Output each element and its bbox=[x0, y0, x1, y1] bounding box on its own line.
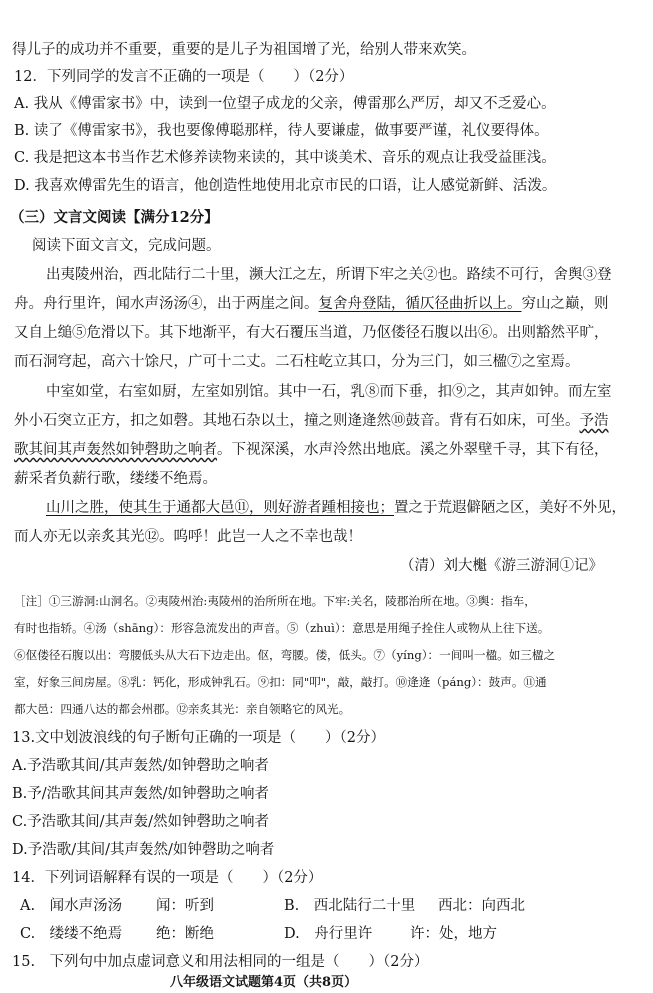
q14-option-a-word: A. 闻水声汤汤 bbox=[20, 898, 123, 914]
passage-text: 置之于荒遐僻陋之区，美好不外见， bbox=[394, 500, 626, 516]
passage-line: 而石洞穹起，高六十馀尺，广可十二丈。二石柱屹立其口，分为三门，如三楹⑦之室焉。 bbox=[14, 354, 580, 370]
q14-option-d-gloss: 许：处，地方 bbox=[410, 926, 497, 942]
q13-stem: 13.文中划波浪线的句子断句正确的一项是（ ）（2分） bbox=[12, 730, 386, 746]
note-line: 都大邑：四通八达的都会州郡。⑫亲炙其光：亲自领略它的风光。 bbox=[14, 702, 351, 716]
passage-line: 出夷陵州治，西北陆行二十里，濒大江之左，所谓下牢之关②也。路续不可行，舍舆③登 bbox=[46, 267, 612, 283]
intro-line: 得儿子的成功并不重要，重要的是儿子为祖国增了光，给别人带来欢笑。 bbox=[12, 42, 476, 58]
q13-option-a: A.予浩歌其间/其声轰然/如钟磬助之响者 bbox=[12, 758, 269, 774]
page-footer: 八年级语文试题第4页（共8页） bbox=[170, 975, 358, 990]
q13-option-d: D.予浩歌/其间/其声轰然/如钟磬助之响者 bbox=[12, 842, 275, 858]
passage-text: 。下视深溪，水声泠然出地底。溪之外翠壁千寻，其下有径， bbox=[217, 442, 609, 458]
q14-option-c-gloss: 绝：断绝 bbox=[156, 926, 214, 942]
q13-option-b: B.予/浩歌其间其声轰然/如钟磬助之响者 bbox=[12, 786, 270, 802]
q15-stem: 15. 下列句中加点虚词意义和用法相同的一组是（ ）（2分） bbox=[12, 954, 429, 970]
section-instruction: 阅读下面文言文，完成问题。 bbox=[32, 238, 221, 254]
q12-option-c: C. 我是把这本书当作艺术修养读物来读的，其中谈美术、音乐的观点让我受益匪浅。 bbox=[14, 150, 556, 166]
underlined-sentence: 复舍舟登陆，循仄径曲折以上。 bbox=[318, 296, 522, 312]
passage-line bbox=[46, 498, 626, 518]
q12-option-a: A. 我从《傅雷家书》中，读到一位望子成龙的父亲，傅雷那么严厉，却又不乏爱心。 bbox=[14, 96, 556, 112]
section-title: （三）文言文阅读【满分12分】 bbox=[10, 209, 219, 226]
passage-line bbox=[14, 411, 609, 431]
q14-option-d-word: D. 舟行里许 bbox=[284, 926, 373, 942]
q14-option-b-word: B. 西北陆行二十里 bbox=[284, 898, 416, 914]
q12-stem: 12．下列同学的发言不正确的一项是（ ）（2分） bbox=[14, 69, 354, 85]
q14-option-b-gloss: 西北：向西北 bbox=[438, 898, 525, 914]
passage-text: 舟。舟行里许，闻水声汤汤④，出于两崖之间。 bbox=[14, 296, 319, 312]
passage-line: 而人亦无以亲炙其光⑫。呜呼！此岂一人之不幸也哉！ bbox=[14, 529, 362, 545]
q13-option-c: C.予浩歌其间/其声轰/然如钟磬助之响者 bbox=[12, 814, 269, 830]
passage-text: 外小石突立正方，扣之如磬。其地石杂以土，撞之则逄逄然⑩鼓音。背有石如床，可坐。 bbox=[14, 413, 580, 429]
passage-line: 中室如堂，右室如厨，左室如别馆。其中一石，乳⑧而下垂，扣⑨之，其声如钟。而左室 bbox=[46, 384, 612, 400]
passage-line bbox=[14, 294, 609, 314]
note-line: 有时也指轿。④汤（shāng）：形容急流发出的声音。⑤（zhuì）：意思是用绳子拴住人或物从上往下送。 bbox=[14, 621, 550, 635]
underlined-sentence: 山川之胜，使其生于通都大邑⑪，则好游者踵相接也； bbox=[46, 500, 394, 516]
passage-text: 穷山之巅，则 bbox=[521, 296, 609, 312]
note-line: 室，好象三间房屋。⑧乳：钙化，形成钟乳石。⑨扣：同"叩"，敲，敲打。⑩逄逄（páng）：鼓声。⑪通 bbox=[14, 675, 547, 689]
q14-option-c-word: C. 缕缕不绝焉 bbox=[20, 926, 123, 942]
q12-option-d: D. 我喜欢傅雷先生的语言，他创造性地使用北京市民的口语，让人感觉新鲜、活泼。 bbox=[14, 178, 557, 194]
passage-line: 薪采者负薪行歌，缕缕不绝焉。 bbox=[14, 471, 217, 487]
note-line: ⑥伛偻径石腹以出：弯腰低头从大石下边走出。伛，弯腰。偻，低头。⑦（yíng）：一间叫一楹。如三楹之 bbox=[14, 648, 556, 662]
note-line: ［注］①三游洞:山洞名。②夷陵州治:夷陵州的治所所在地。下牢:关名，陵郡治所在地。③舆：指车， bbox=[14, 594, 536, 608]
wavy-sentence: 予浩 bbox=[579, 413, 609, 429]
q14-stem: 14．下列词语解释有误的一项是（ ）（2分） bbox=[12, 870, 323, 886]
wavy-sentence: 歌其间其声轰然如钟磬助之响者 bbox=[14, 442, 217, 458]
q12-option-b: B. 读了《傅雷家书》，我也要像傅聪那样，待人要谦虚，做事要严谨，礼仪要得体。 bbox=[14, 123, 549, 139]
passage-line bbox=[14, 440, 609, 460]
passage-line: 又自上缒⑤危滑以下。其下地渐平，有大石覆压当道，乃伛偻径石腹以出⑥。出则豁然平旷， bbox=[14, 325, 609, 341]
passage-source: （清）刘大櫆《游三游洞①记》 bbox=[400, 558, 603, 574]
q14-option-a-gloss: 闻：听到 bbox=[156, 898, 214, 914]
